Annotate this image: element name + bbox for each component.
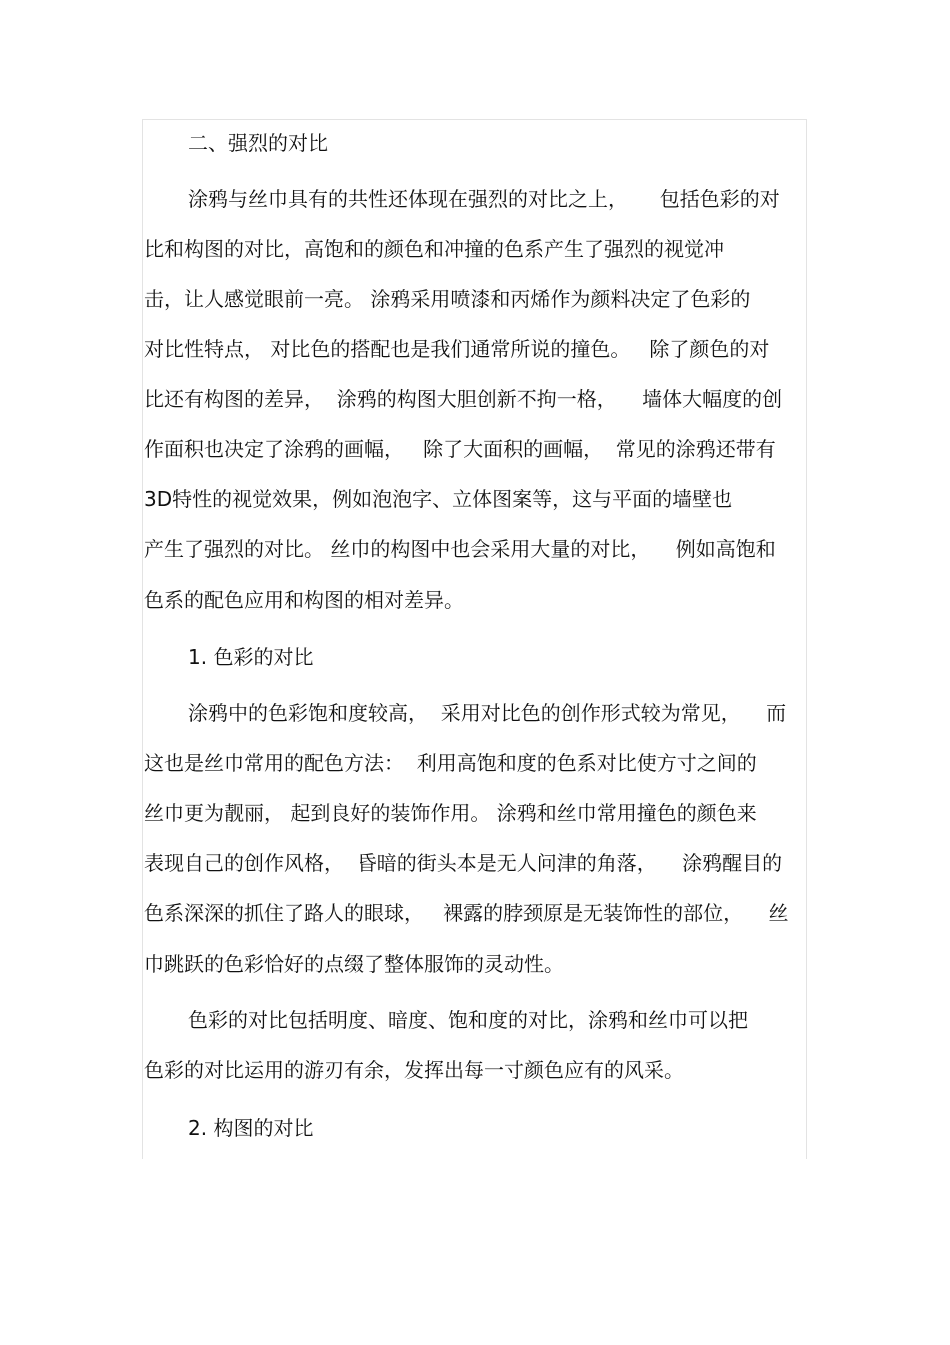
paragraph-line: 产生了强烈的对比。 丝巾的构图中也会采用大量的对比， 例如高饱和 [144, 537, 776, 561]
paragraph-line: 色彩的对比包括明度、暗度、饱和度的对比，涂鸦和丝巾可以把 [188, 1008, 748, 1032]
paragraph-line: 3D特性的视觉效果，例如泡泡字、立体图案等，这与平面的墙壁也 [144, 487, 733, 511]
paragraph-line: 色彩的对比运用的游刃有余，发挥出每一寸颜色应有的风采。 [144, 1058, 684, 1082]
paragraph-line: 这也是丝巾常用的配色方法： 利用高饱和度的色系对比使方寸之间的 [144, 751, 757, 775]
paragraph-line: 对比性特点， 对比色的搭配也是我们通常所说的撞色。 除了颜色的对 [144, 337, 770, 361]
paragraph-line: 比和构图的对比，高饱和的颜色和冲撞的色系产生了强烈的视觉冲 [144, 237, 724, 261]
paragraph-line: 色系的配色应用和构图的相对差异。 [144, 588, 464, 612]
paragraph-line: 比还有构图的差异， 涂鸦的构图大胆创新不拘一格， 墙体大幅度的创 [144, 387, 783, 411]
page-frame [142, 119, 807, 1159]
paragraph-line: 涂鸦与丝巾具有的共性还体现在强烈的对比之上， 包括色彩的对 [188, 187, 780, 211]
paragraph-line: 色系深深的抓住了路人的眼球， 裸露的脖颈原是无装饰性的部位， 丝 [144, 901, 789, 925]
paragraph-line: 击，让人感觉眼前一亮。 涂鸦采用喷漆和丙烯作为颜料决定了色彩的 [144, 287, 751, 311]
subsection-heading-composition: 2. 构图的对比 [188, 1116, 314, 1140]
paragraph-line: 巾跳跃的色彩恰好的点缀了整体服饰的灵动性。 [144, 952, 564, 976]
subsection-heading-color: 1. 色彩的对比 [188, 645, 314, 669]
paragraph-line: 丝巾更为靓丽， 起到良好的装饰作用。 涂鸦和丝巾常用撞色的颜色来 [144, 801, 757, 825]
paragraph-line: 作面积也决定了涂鸦的画幅， 除了大面积的画幅， 常见的涂鸦还带有 [144, 437, 776, 461]
section-heading: 二、强烈的对比 [188, 131, 328, 155]
paragraph-line: 涂鸦中的色彩饱和度较高， 采用对比色的创作形式较为常见， 而 [188, 701, 787, 725]
paragraph-line: 表现自己的创作风格， 昏暗的街头本是无人问津的角落， 涂鸦醒目的 [144, 851, 783, 875]
